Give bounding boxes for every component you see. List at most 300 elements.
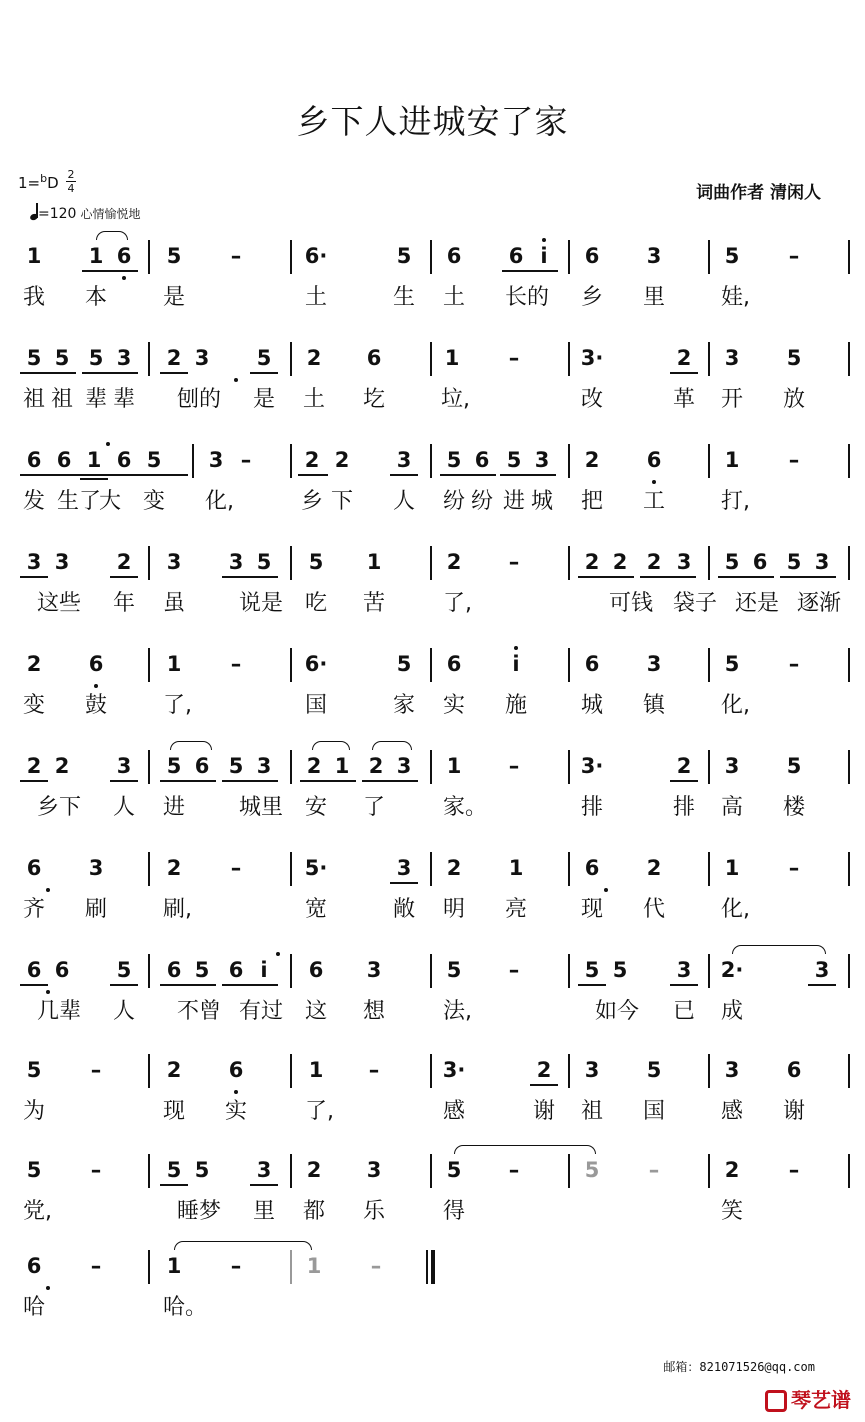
jianpu-note: 2 [166, 346, 182, 370]
lower-octave-dot [652, 480, 656, 484]
time-signature [66, 169, 76, 194]
jianpu-note: 5 [646, 1058, 662, 1082]
jianpu-note: 2 [304, 448, 320, 472]
lyric-syllable: 感 [443, 1099, 466, 1124]
lyric-syllable: 想 [363, 999, 386, 1024]
jianpu-note: – [788, 652, 800, 676]
jianpu-note: 6 [26, 1254, 42, 1278]
jianpu-note: 5 [88, 346, 104, 370]
bar-line [568, 240, 570, 274]
lyric-syllable: 下 [331, 489, 354, 514]
jianpu-note: 3 [396, 856, 412, 880]
bar-line [848, 750, 850, 784]
lyric-syllable: 垃, [441, 387, 470, 412]
underline-beam [80, 478, 108, 480]
underline-beam [20, 780, 48, 782]
lower-octave-dot [46, 990, 50, 994]
jianpu-note: – [648, 1158, 660, 1182]
bar-line [148, 342, 150, 376]
jianpu-note: 1 [86, 448, 102, 472]
lyric-syllable: 为 [23, 1099, 46, 1124]
bar-line [708, 1054, 710, 1088]
jianpu-note: 6 [54, 958, 70, 982]
bar-line [708, 852, 710, 886]
lyric-syllable: 里 [253, 1199, 276, 1224]
lyric-syllable: 哈。 [163, 1295, 208, 1320]
bar-line [568, 954, 570, 988]
lower-octave-dot [604, 888, 608, 892]
bar-line [290, 852, 292, 886]
bar-line [568, 852, 570, 886]
jianpu-note: 3 [646, 244, 662, 268]
jianpu-note: 6 [88, 652, 104, 676]
upper-octave-dot [514, 646, 518, 650]
jianpu-note: 5 [194, 1158, 210, 1182]
jianpu-note: 6 [446, 652, 462, 676]
lyric-syllable: 楼 [783, 795, 806, 820]
lyric-syllable: 都 [303, 1199, 326, 1224]
jianpu-note: 2 [646, 550, 662, 574]
tempo-value: =120 [38, 206, 77, 222]
jianpu-note: 1 [508, 856, 524, 880]
tie-arc [96, 231, 128, 240]
jianpu-note: 3 [366, 1158, 382, 1182]
jianpu-note: 3 [26, 550, 42, 574]
lyric-syllable: 乡下 [37, 795, 82, 820]
underline-beam [20, 474, 168, 476]
bar-line [568, 444, 570, 478]
jianpu-note: 6 [584, 652, 600, 676]
jianpu-note: 6 [26, 448, 42, 472]
lower-octave-dot [234, 1090, 238, 1094]
lyric-syllable: 城 [581, 693, 604, 718]
bar-line [568, 750, 570, 784]
underline-beam [670, 780, 698, 782]
bar-line [568, 342, 570, 376]
lyric-syllable: 土 [303, 387, 326, 412]
bar-line [430, 648, 432, 682]
jianpu-note: 3 [676, 958, 692, 982]
lyric-syllable: 逐渐 [797, 591, 842, 616]
lyric-syllable: 打, [721, 489, 750, 514]
underline-beam [440, 474, 496, 476]
jianpu-note: 3 [194, 346, 210, 370]
lyric-syllable: 笑 [721, 1199, 744, 1224]
lyric-syllable: 乐 [363, 1199, 386, 1224]
bar-line [568, 648, 570, 682]
underline-beam [530, 1084, 558, 1086]
underline-beam [82, 372, 138, 374]
jianpu-note: 6 [308, 958, 324, 982]
lyric-syllable: 说是 [239, 591, 284, 616]
bar-line [848, 546, 850, 580]
bar-line [290, 240, 292, 274]
jianpu-note: 3· [580, 346, 604, 370]
key-note: D [47, 174, 59, 192]
jianpu-note: 5 [26, 1058, 42, 1082]
lyric-syllable: 睡梦 [177, 1199, 222, 1224]
jianpu-note: 1 [366, 550, 382, 574]
bar-line [430, 750, 432, 784]
lyric-syllable: 圪 [363, 387, 386, 412]
lyric-syllable: 祖 [51, 387, 74, 412]
jianpu-note: 5 [308, 550, 324, 574]
lyric-syllable: 土 [305, 285, 328, 310]
bar-line [148, 750, 150, 784]
lyric-syllable: 不曾 [177, 999, 222, 1024]
bar-line [148, 1054, 150, 1088]
lyric-syllable: 是 [253, 387, 276, 412]
jianpu-note: – [788, 448, 800, 472]
bar-line [290, 954, 292, 988]
jianpu-note: 5 [116, 958, 132, 982]
jianpu-note: 3 [814, 550, 830, 574]
jianpu-note: 5 [584, 958, 600, 982]
bar-line [430, 546, 432, 580]
tie-arc [170, 741, 212, 750]
lyric-syllable: 实 [443, 693, 466, 718]
lyric-syllable: 乡 [581, 285, 604, 310]
lyric-syllable: 宽 [305, 897, 328, 922]
lyric-syllable: 乡 [301, 489, 324, 514]
lyric-syllable: 辈 [85, 387, 108, 412]
bar-line [148, 1250, 150, 1284]
jianpu-note: 6 [584, 244, 600, 268]
underline-beam [640, 576, 696, 578]
jianpu-note: 5 [612, 958, 628, 982]
jianpu-note: – [788, 244, 800, 268]
logo-text: 琴艺谱 [791, 1388, 851, 1412]
lyric-syllable: 这 [305, 999, 328, 1024]
underline-beam [300, 780, 356, 782]
jianpu-note: 5 [786, 346, 802, 370]
jianpu-note: 5 [396, 652, 412, 676]
jianpu-note: 5 [724, 244, 740, 268]
lyric-syllable: 了, [163, 693, 192, 718]
tie-arc [454, 1145, 596, 1154]
lyric-syllable: 镇 [643, 693, 666, 718]
jianpu-note: 1 [166, 652, 182, 676]
lyric-syllable: 排 [673, 795, 696, 820]
bar-line [708, 954, 710, 988]
jianpu-note: 5 [446, 1158, 462, 1182]
upper-octave-dot [106, 442, 110, 446]
tie-arc [372, 741, 412, 750]
lyric-syllable: 本 [85, 285, 108, 310]
underline-beam [160, 372, 188, 374]
key-signature [18, 174, 59, 192]
lyric-syllable: 袋子 [673, 591, 718, 616]
lyric-syllable: 祖 [23, 387, 46, 412]
lower-octave-dot [122, 276, 126, 280]
bar-line [848, 444, 850, 478]
key-prefix: 1= [18, 174, 41, 192]
underline-beam [390, 474, 418, 476]
lyric-syllable: 施 [505, 693, 528, 718]
lyric-syllable: 鼓 [85, 693, 108, 718]
jianpu-note: 6 [584, 856, 600, 880]
lyric-syllable: 虽 [163, 591, 186, 616]
bar-line [568, 546, 570, 580]
jianpu-note: 6 [166, 958, 182, 982]
jianpu-note: 2 [166, 856, 182, 880]
lyric-syllable: 排 [581, 795, 604, 820]
jianpu-note: 1 [444, 346, 460, 370]
lyric-syllable: 还是 [735, 591, 780, 616]
jianpu-note: 3 [396, 448, 412, 472]
jianpu-note: 6 [786, 1058, 802, 1082]
jianpu-note: 6 [228, 958, 244, 982]
jianpu-note: – [230, 1254, 242, 1278]
bar-line [430, 240, 432, 274]
jianpu-note: 5 [26, 1158, 42, 1182]
underline-beam [500, 474, 556, 476]
bar-line [708, 444, 710, 478]
jianpu-note: – [240, 448, 252, 472]
jianpu-note: 2 [26, 652, 42, 676]
tempo-marking [30, 203, 140, 222]
jianpu-note: 5 [146, 448, 162, 472]
jianpu-note: 2 [306, 754, 322, 778]
lower-octave-dot [46, 1286, 50, 1290]
lyric-syllable: 辈 [113, 387, 136, 412]
underline-beam [362, 780, 418, 782]
jianpu-note: 6 [508, 244, 524, 268]
bar-line [290, 1250, 292, 1284]
jianpu-note: 6 [228, 1058, 244, 1082]
quarter-note-icon [30, 203, 38, 221]
lyric-syllable: 娃, [721, 285, 750, 310]
jianpu-note: i [260, 958, 268, 982]
underline-beam [718, 576, 774, 578]
jianpu-note: 3 [88, 856, 104, 880]
lyric-syllable: 城里 [239, 795, 284, 820]
jianpu-note: – [230, 652, 242, 676]
final-bar-thin [426, 1250, 428, 1284]
jianpu-note: – [230, 244, 242, 268]
jianpu-note: 6 [116, 244, 132, 268]
jianpu-note: 5 [786, 754, 802, 778]
jianpu-note: 6 [474, 448, 490, 472]
jianpu-note: 3 [208, 448, 224, 472]
jianpu-note: 6 [752, 550, 768, 574]
bar-line [430, 444, 432, 478]
bar-line [148, 852, 150, 886]
lyric-syllable: 刷, [163, 897, 192, 922]
lyric-syllable: 化, [205, 489, 234, 514]
lyric-syllable: 明 [443, 897, 466, 922]
jianpu-note: 5 [256, 346, 272, 370]
lyric-syllable: 我 [23, 285, 46, 310]
lyric-syllable: 刷 [85, 897, 108, 922]
lyric-syllable: 法, [443, 999, 472, 1024]
jianpu-note: 5· [304, 856, 328, 880]
lyric-syllable: 谢 [783, 1099, 806, 1124]
bar-line [290, 750, 292, 784]
jianpu-note: 3 [256, 1158, 272, 1182]
tie-arc [312, 741, 350, 750]
lyric-syllable: 大 [99, 489, 122, 514]
underline-beam [20, 576, 48, 578]
lyric-syllable: 放 [783, 387, 806, 412]
jianpu-note: 5 [786, 550, 802, 574]
jianpu-note: 6 [26, 856, 42, 880]
underline-beam [390, 882, 418, 884]
underline-beam [160, 780, 216, 782]
lyric-syllable: 纷 [471, 489, 494, 514]
jianpu-note: 5 [166, 244, 182, 268]
lyric-syllable: 国 [305, 693, 328, 718]
lyric-syllable: 国 [643, 1099, 666, 1124]
jianpu-note: – [508, 754, 520, 778]
underline-beam [20, 372, 76, 374]
jianpu-note: 2 [446, 550, 462, 574]
bar-line [848, 1054, 850, 1088]
lyric-syllable: 工 [643, 489, 666, 514]
jianpu-note: 5 [166, 754, 182, 778]
jianpu-note: – [508, 550, 520, 574]
lyric-syllable: 亮 [505, 897, 528, 922]
underline-beam [110, 576, 138, 578]
final-bar-thick [431, 1250, 435, 1284]
lyric-syllable: 高 [721, 795, 744, 820]
jianpu-note: 6 [194, 754, 210, 778]
jianpu-note: 2 [446, 856, 462, 880]
jianpu-note: 5 [724, 652, 740, 676]
jianpu-note: i [512, 652, 520, 676]
lyric-syllable: 进 [503, 489, 526, 514]
jianpu-note: – [230, 856, 242, 880]
lyric-syllable: 实 [225, 1099, 248, 1124]
jianpu-note: 2 [306, 1158, 322, 1182]
bar-line [148, 240, 150, 274]
jianpu-note: 2 [306, 346, 322, 370]
lyric-syllable: 生 [393, 285, 416, 310]
bar-line [848, 852, 850, 886]
site-logo [765, 1384, 851, 1413]
lyric-syllable: 了, [305, 1099, 334, 1124]
lyric-syllable: 哈 [23, 1295, 46, 1320]
jianpu-note: 3 [366, 958, 382, 982]
lyric-syllable: 发 [23, 489, 46, 514]
lyric-syllable: 谢 [533, 1099, 556, 1124]
jianpu-note: 1 [88, 244, 104, 268]
jianpu-note: 5 [256, 550, 272, 574]
underline-beam [578, 984, 606, 986]
lyric-syllable: 化, [721, 693, 750, 718]
lyric-syllable: 化, [721, 897, 750, 922]
bar-line [848, 954, 850, 988]
lyric-syllable: 可钱 [609, 591, 654, 616]
jianpu-note: 6 [116, 448, 132, 472]
lyric-syllable: 几辈 [37, 999, 82, 1024]
tie-arc [174, 1241, 312, 1250]
jianpu-note: 3 [228, 550, 244, 574]
lyric-syllable: 变 [23, 693, 46, 718]
bar-line [708, 240, 710, 274]
lyric-syllable: 得 [443, 1199, 466, 1224]
lyric-syllable: 现 [163, 1099, 186, 1124]
jianpu-note: i [540, 244, 548, 268]
jianpu-note: 2· [720, 958, 744, 982]
jianpu-note: 5 [584, 1158, 600, 1182]
jianpu-note: 6· [304, 652, 328, 676]
jianpu-note: 2 [536, 1058, 552, 1082]
lyric-syllable: 成 [721, 999, 744, 1024]
lyric-syllable: 吃 [305, 591, 328, 616]
jianpu-note: 2 [676, 754, 692, 778]
logo-mark-icon [765, 1390, 787, 1412]
jianpu-note: 1 [334, 754, 350, 778]
bar-line [430, 852, 432, 886]
underline-beam [578, 576, 634, 578]
jianpu-note: 2 [26, 754, 42, 778]
underline-beam [222, 780, 278, 782]
jianpu-note: 3 [584, 1058, 600, 1082]
jianpu-note: – [90, 1254, 102, 1278]
jianpu-note: 6· [304, 244, 328, 268]
underline-beam [82, 270, 138, 272]
jianpu-note: 3 [814, 958, 830, 982]
bar-line [848, 1154, 850, 1188]
jianpu-note: 2 [646, 856, 662, 880]
jianpu-note: 2 [368, 754, 384, 778]
jianpu-note: 3 [676, 550, 692, 574]
song-title: 乡下人进城安了家 [296, 102, 569, 141]
jianpu-note: 3 [724, 1058, 740, 1082]
jianpu-note: – [370, 1254, 382, 1278]
lyric-syllable: 安 [305, 795, 328, 820]
underline-beam [808, 984, 836, 986]
underline-beam [110, 780, 138, 782]
jianpu-note: 1 [724, 448, 740, 472]
jianpu-note: 6 [26, 958, 42, 982]
lyric-syllable: 感 [721, 1099, 744, 1124]
jianpu-note: 5 [54, 346, 70, 370]
lyric-syllable: 现 [581, 897, 604, 922]
jianpu-note: 1 [306, 1254, 322, 1278]
jianpu-note: 2 [116, 550, 132, 574]
lyric-syllable: 党, [23, 1199, 52, 1224]
jianpu-note: 5 [26, 346, 42, 370]
bar-line [290, 546, 292, 580]
lyric-syllable: 把 [581, 489, 604, 514]
bar-line [568, 1154, 570, 1188]
jianpu-note: 1 [308, 1058, 324, 1082]
jianpu-note: – [90, 1158, 102, 1182]
bar-line [290, 648, 292, 682]
lyric-syllable: 人 [393, 489, 416, 514]
underline-beam [670, 372, 698, 374]
underline-beam [110, 984, 138, 986]
time-bottom: 4 [67, 182, 75, 195]
lyric-syllable: 代 [643, 897, 666, 922]
jianpu-note: 2 [334, 448, 350, 472]
underline-beam [160, 474, 188, 476]
email-footer: 邮箱：821071526@qq.com [663, 1360, 815, 1374]
lyric-syllable: 开 [721, 387, 744, 412]
lyric-syllable: 已 [673, 999, 696, 1024]
underline-beam [250, 1184, 278, 1186]
underline-beam [502, 270, 558, 272]
jianpu-note: 5 [446, 448, 462, 472]
bar-line [290, 444, 292, 478]
flat-sign: b [40, 172, 48, 185]
jianpu-note: 3 [396, 754, 412, 778]
jianpu-note: 5 [396, 244, 412, 268]
jianpu-note: – [90, 1058, 102, 1082]
jianpu-note: 1 [724, 856, 740, 880]
